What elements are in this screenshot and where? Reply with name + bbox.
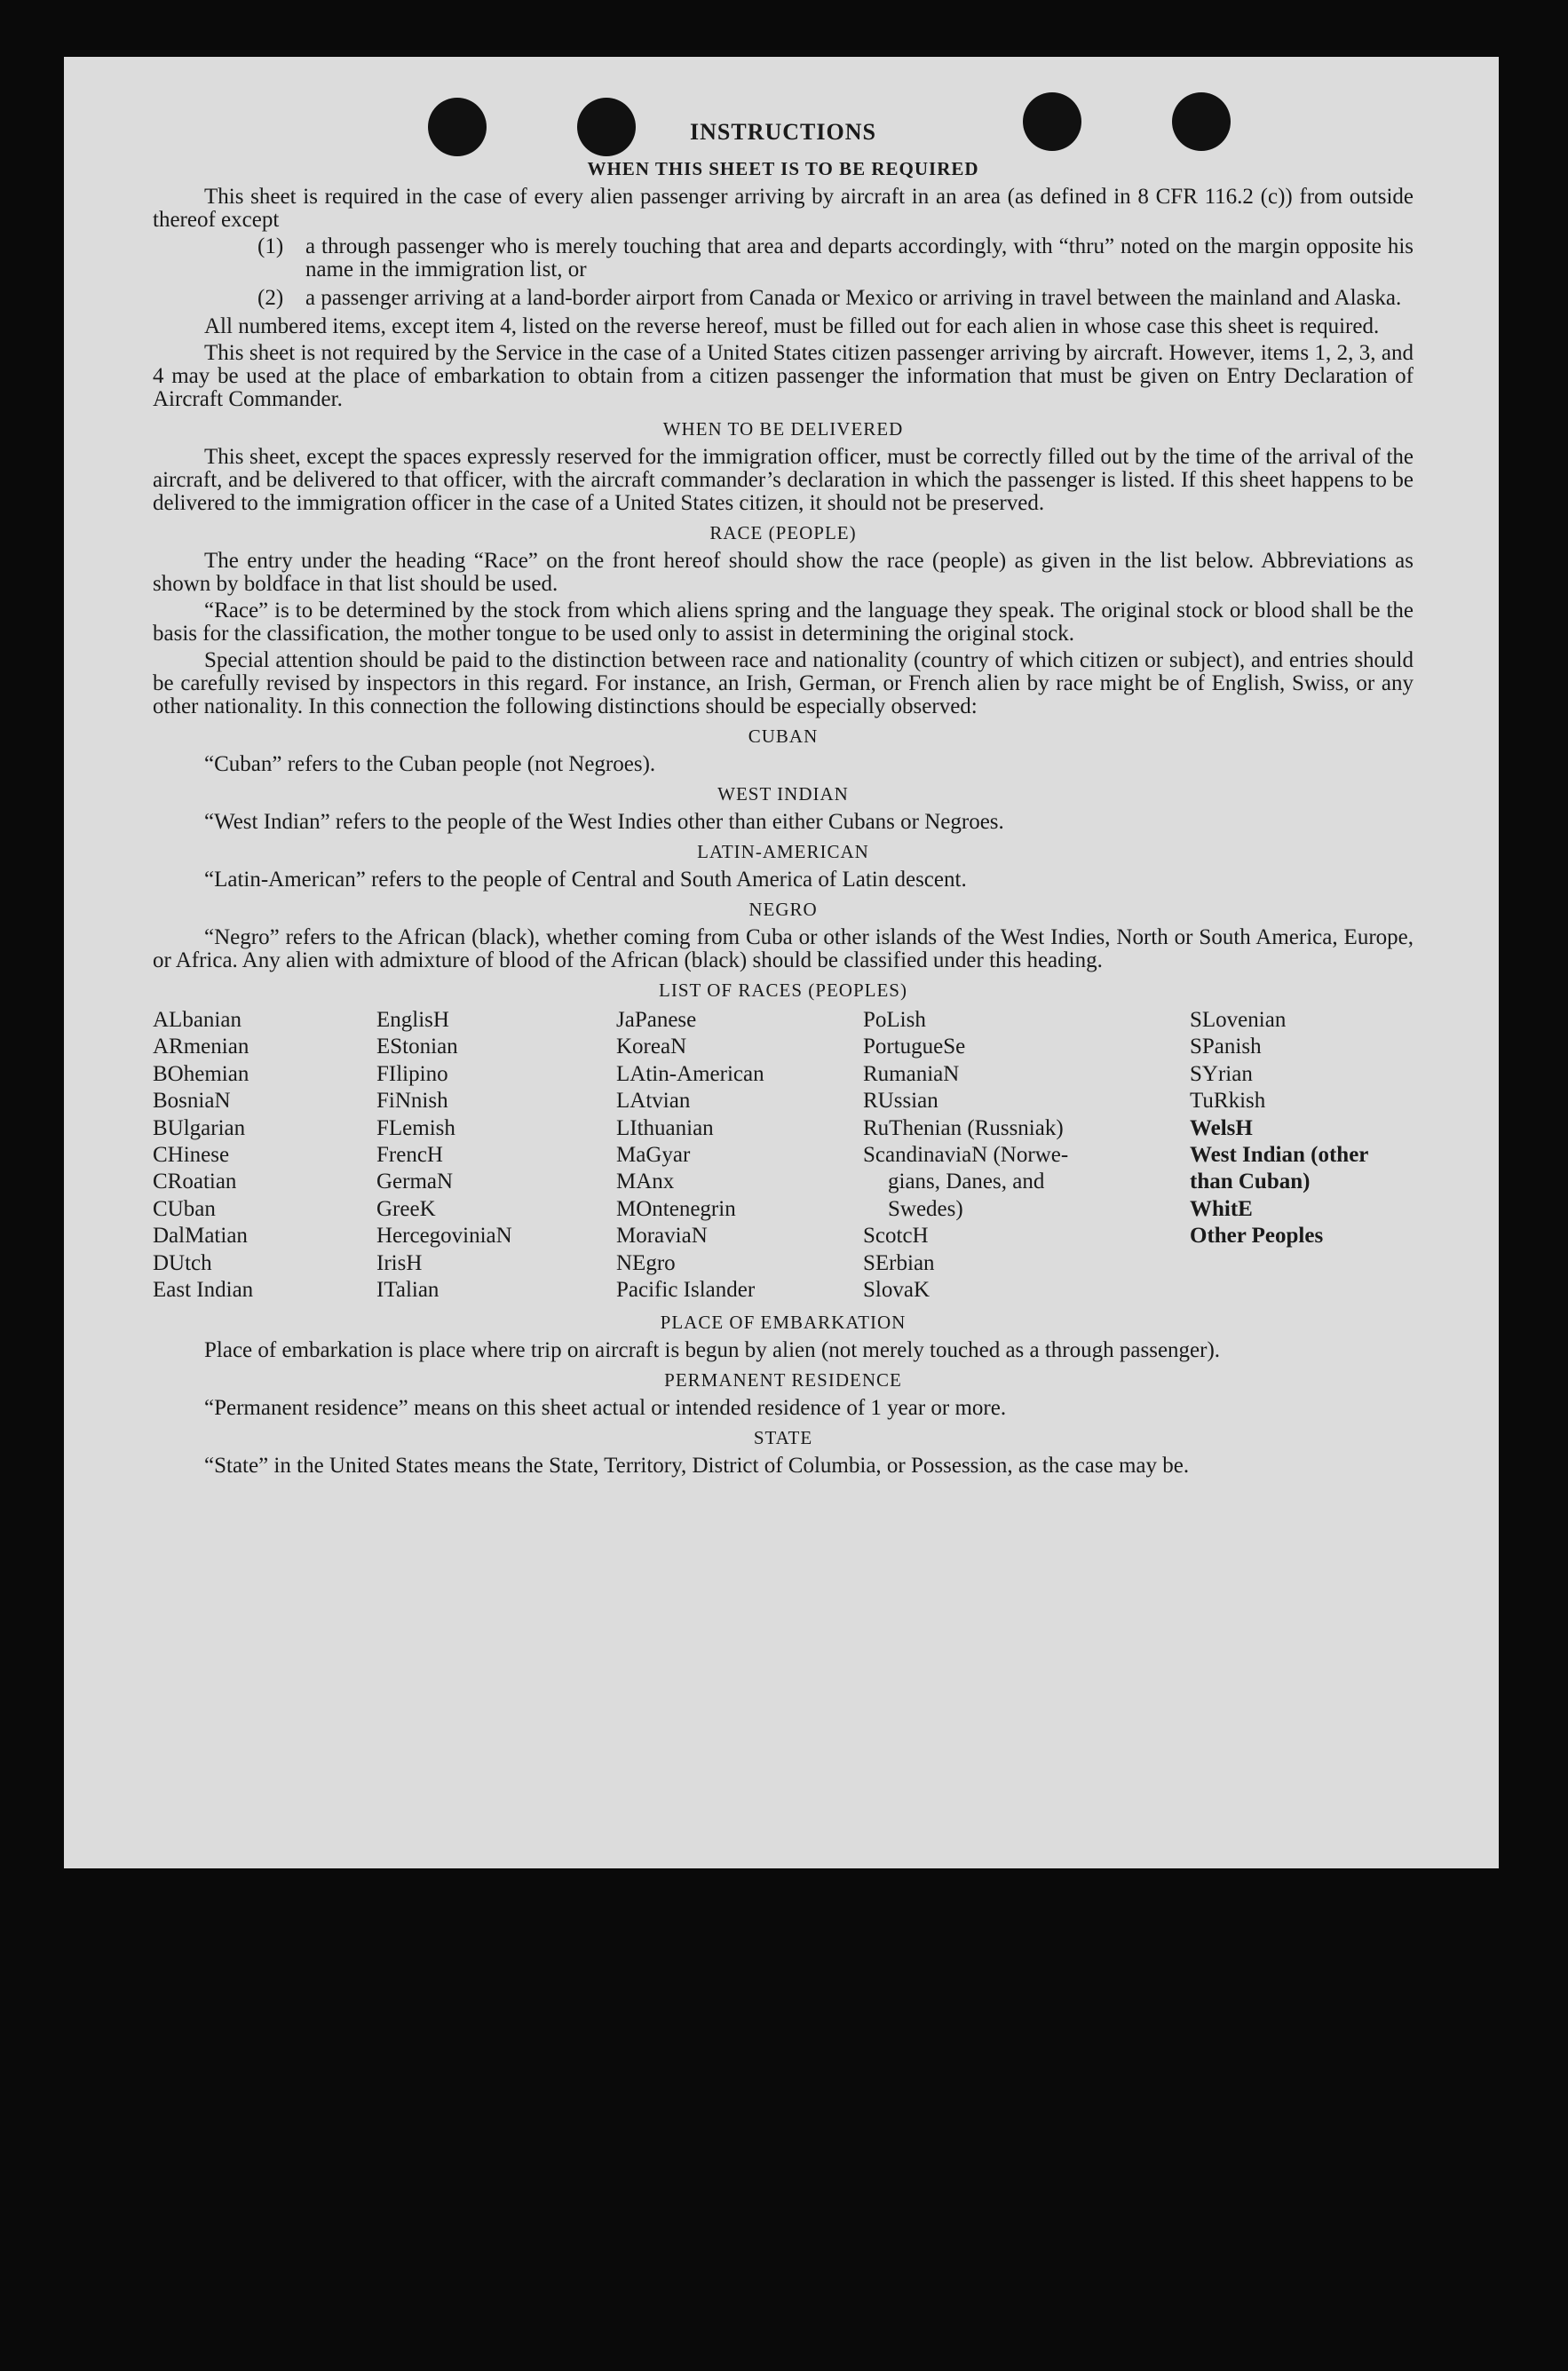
definition-permanent-residence: “Permanent residence” means on this sheet actual or intended residence of 1 year or more. [204,1396,1007,1420]
definition-state: “State” in the United States means the State, Territory, District of Columbia, or Possession, as the case may be. [204,1454,1190,1478]
race-entry: CRoatian [153,1170,237,1194]
race-entry: RumaniaN [863,1061,960,1086]
heading-cuban: CUBAN [748,726,819,747]
exception-item-1 [153,235,1414,282]
document-sheet [64,57,1499,1868]
heading-west-indian: WEST INDIAN [717,783,849,805]
race-entry: ARmenian [153,1035,249,1059]
race-entry: Other Peoples [1190,1224,1324,1249]
race-entry: IrisH [376,1250,423,1275]
paragraph-race-2: “Race” is to be determined by the stock from which aliens spring and the language they speak. The original stock or blood shall be the basis for the classification, the mother tongue to be used only to assist in determining the original stock. [153,599,1414,646]
race-entry: EStonian [376,1035,458,1059]
race-entry: ALbanian [153,1008,242,1032]
race-entry: LIthuanian [616,1115,714,1140]
race-entry: SPanish [1190,1035,1262,1059]
item-text: a passenger arriving at a land-border airport from Canada or Mexico or arriving in travel between the mainland and Alaska. [305,286,1402,310]
heading-state: STATE [753,1427,813,1448]
race-entry: West Indian (other [1190,1143,1369,1168]
race-entry: East Indian [153,1278,254,1303]
paragraph-when-required: This sheet is required in the case of every alien passenger arriving by aircraft in an area (as defined in 8 CFR 116.2 (c)) from outside thereof except [153,185,1414,232]
race-entry: FIlipino [376,1061,448,1086]
race-entry: LAtvian [616,1089,691,1114]
race-entry: FLemish [376,1115,455,1140]
race-entry: MaGyar [616,1143,691,1168]
race-entry: SlovaK [863,1278,930,1303]
paragraph-when-delivered: This sheet, except the spaces expressly reserved for the immigration officer, must be correctly filled out by the time of the arrival of the aircraft, and be delivered to that officer, with the aircraft commander’s declaration in which the passenger is listed. If this sheet happens to be delivered to the immigration officer in the case of a United States citizen, it should not be preserved. [153,445,1414,515]
paragraph-citizen: This sheet is not required by the Service in the case of a United States citizen passenger arriving by aircraft. However, items 1, 2, 3, and 4 may be used at the place of embarkation to obtain from a citizen passenger the information that must be given on Entry Declaration of Aircraft Commander. [153,341,1414,411]
races-list [153,1007,1414,1304]
heading-negro: NEGRO [748,899,818,920]
race-entry: DUtch [153,1250,212,1275]
race-entry: NEgro [616,1250,676,1275]
race-entry: ScotcH [863,1224,929,1249]
heading-permanent-residence: PERMANENT RESIDENCE [664,1369,902,1391]
race-entry: SLovenian [1190,1008,1287,1032]
heading-when-required: WHEN THIS SHEET IS TO BE REQUIRED [587,158,979,179]
paragraph-race-3: Special attention should be paid to the distinction between race and nationality (country of which citizen or subject), and entries should be carefully revised by inspectors in this regard. For instance, an Irish, German, or French alien by race might be of English, Swiss, or any other nationality. In this connection the following distinctions should be especially observed: [153,648,1414,718]
heading-race: RACE (PEOPLE) [709,522,857,543]
race-entry: RuThenian (Russniak) [863,1115,1064,1140]
race-entry: GreeK [376,1196,436,1221]
race-entry: than Cuban) [1190,1170,1311,1194]
race-entry: CHinese [153,1143,230,1168]
exception-item-2 [153,287,1414,310]
heading-list-of-races: LIST OF RACES (PEOPLES) [659,979,907,1001]
race-entry: Swedes) [888,1196,963,1221]
race-entry: Pacific Islander [616,1278,756,1303]
document-content [153,119,1414,1481]
race-entry: WelsH [1190,1115,1253,1140]
item-text: a through passenger who is merely touching that area and departs accordingly, with “thru” noted on the margin opposite his name in the immigration list, or [305,234,1414,282]
race-entry: gians, Danes, and [888,1170,1045,1194]
definition-negro: “Negro” refers to the African (black), whether coming from Cuba or other islands of the West Indies, North or South America, Europe, or Africa. Any alien with admixture of blood of the African (black) should be classified under this heading. [153,925,1414,972]
heading-embarkation: PLACE OF EMBARKATION [660,1312,907,1333]
race-entry: DalMatian [153,1224,248,1249]
race-entry: MAnx [616,1170,675,1194]
race-entry: TuRkish [1190,1089,1266,1114]
race-entry: PortugueSe [863,1035,966,1059]
race-entry: MOntenegrin [616,1196,736,1221]
race-entry: LAtin-American [616,1061,764,1086]
definition-latin-american: “Latin-American” refers to the people of Central and South America of Latin descent. [204,868,967,892]
race-entry: BosniaN [153,1089,231,1114]
heading-latin-american: LATIN-AMERICAN [697,841,869,862]
races-column-4 [863,1007,1068,1304]
races-column-1 [153,1007,253,1304]
race-entry: EnglisH [376,1008,449,1032]
definition-cuban: “Cuban” refers to the Cuban people (not Negroes). [204,752,656,776]
definition-west-indian: “West Indian” refers to the people of the West Indies other than either Cubans or Negroes. [204,810,1004,834]
race-entry: BUlgarian [153,1115,246,1140]
item-number: (2) [257,286,284,310]
definition-embarkation: Place of embarkation is place where trip on aircraft is begun by alien (not merely touched as a through passenger). [204,1338,1221,1362]
race-entry: WhitE [1190,1196,1253,1221]
race-entry: HercegoviniaN [376,1224,512,1249]
races-column-3 [616,1007,764,1304]
race-entry: SYrian [1190,1061,1253,1086]
race-entry: JaPanese [616,1008,697,1032]
race-entry: GermaN [376,1170,454,1194]
race-entry: FrencH [376,1143,443,1168]
race-entry: PoLish [863,1008,926,1032]
race-entry: RUssian [863,1089,938,1114]
race-entry: BOhemian [153,1061,249,1086]
paragraph-numbered-items: All numbered items, except item 4, listed on the reverse hereof, must be filled out for each alien in whose case this sheet is required. [204,314,1380,338]
races-column-5 [1190,1007,1368,1250]
race-entry: ScandinaviaN (Norwe- [863,1143,1069,1168]
races-column-2 [376,1007,512,1304]
race-entry: SErbian [863,1250,935,1275]
race-entry: MoraviaN [616,1224,708,1249]
paragraph-race-1: The entry under the heading “Race” on the front hereof should show the race (people) as given in the list below. Abbreviations as shown by boldface in that list should be used. [153,549,1414,596]
race-entry: CUban [153,1196,216,1221]
item-number: (1) [257,234,284,258]
race-entry: ITalian [376,1278,440,1303]
heading-when-delivered: WHEN TO BE DELIVERED [662,418,904,440]
race-entry: FiNnish [376,1089,448,1114]
page-title: INSTRUCTIONS [690,119,876,145]
race-entry: KoreaN [616,1035,687,1059]
